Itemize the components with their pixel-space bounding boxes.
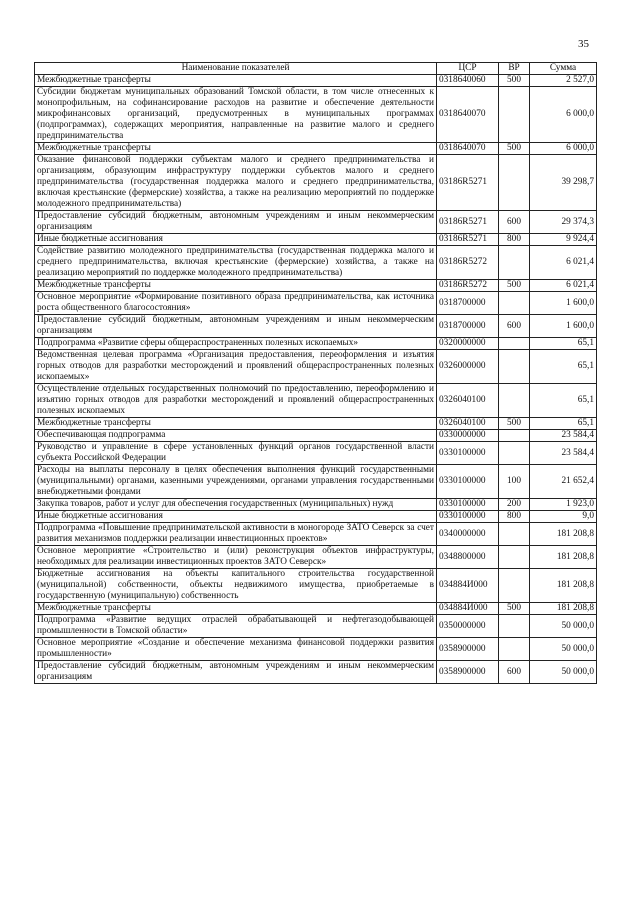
table-row — [35, 143, 597, 155]
row-sum: 65,1 — [530, 418, 597, 430]
row-sum: 9 924,4 — [530, 234, 597, 246]
row-name: Межбюджетные трансферты — [35, 418, 437, 430]
row-csr: 0330100000 — [437, 465, 499, 499]
table-row — [35, 661, 597, 684]
row-csr: 0330100000 — [437, 511, 499, 523]
row-sum: 181 208,8 — [530, 523, 597, 546]
row-csr: 03186R5271 — [437, 155, 499, 211]
row-csr: 03186R5272 — [437, 246, 499, 280]
row-vr — [499, 615, 530, 638]
row-vr — [499, 87, 530, 143]
row-vr: 500 — [499, 75, 530, 87]
row-vr: 800 — [499, 511, 530, 523]
row-vr — [499, 155, 530, 211]
row-csr: 0318640070 — [437, 87, 499, 143]
row-csr: 0326040100 — [437, 418, 499, 430]
row-vr — [499, 569, 530, 603]
table-row — [35, 499, 597, 511]
row-vr — [499, 430, 530, 442]
row-sum: 29 374,3 — [530, 211, 597, 234]
row-name: Иные бюджетные ассигнования — [35, 234, 437, 246]
table-row — [35, 615, 597, 638]
table-row — [35, 384, 597, 418]
header-vr: ВР — [499, 63, 530, 75]
row-sum: 6 021,4 — [530, 280, 597, 292]
row-vr: 500 — [499, 603, 530, 615]
row-csr: 0326040100 — [437, 384, 499, 418]
table-row — [35, 465, 597, 499]
row-name: Обеспечивающая подпрограмма — [35, 430, 437, 442]
row-csr: 0350000000 — [437, 615, 499, 638]
row-name: Бюджетные ассигнования на объекты капитального строительства государственной (муниципальной) собственности, объекты недвижимого имущества, приобретаемые в государственную (муниципальную) собственность — [35, 569, 437, 603]
row-vr: 200 — [499, 499, 530, 511]
row-sum: 65,1 — [530, 350, 597, 384]
row-csr: 0330100000 — [437, 442, 499, 465]
row-name: Оказание финансовой поддержки субъектам малого и среднего предпринимательства и организациям, образующим инфраструктуру поддержки субъектов малого и среднего предпринимательства (государственная поддержка малого и среднего предпринимательства, включая крестьянские (фермерские) хозяйства, а также на реализацию мероприятий по поддержке молодежного предпринимательства) — [35, 155, 437, 211]
row-csr: 034884И000 — [437, 569, 499, 603]
row-name: Субсидии бюджетам муниципальных образований Томской области, в том числе отнесенных к монопрофильным, на софинансирование расходов на развитие и обеспечение деятельности микрофинансовых организаций, предусмотренных в муниципальных программах (подпрограммах), содержащих мероприятия, направленные на развитие малого и среднего предпринимательства — [35, 87, 437, 143]
row-vr — [499, 350, 530, 384]
row-vr — [499, 442, 530, 465]
row-name: Закупка товаров, работ и услуг для обеспечения государственных (муниципальных) нужд — [35, 499, 437, 511]
table-row — [35, 211, 597, 234]
table-row — [35, 315, 597, 338]
row-vr — [499, 638, 530, 661]
row-csr: 0330100000 — [437, 499, 499, 511]
header-csr: ЦСР — [437, 63, 499, 75]
row-name: Предоставление субсидий бюджетным, автономным учреждениям и иным некоммерческим организациям — [35, 315, 437, 338]
row-sum: 65,1 — [530, 384, 597, 418]
row-sum: 23 584,4 — [530, 430, 597, 442]
table-row — [35, 418, 597, 430]
row-vr — [499, 292, 530, 315]
row-vr: 100 — [499, 465, 530, 499]
row-sum: 181 208,8 — [530, 603, 597, 615]
table-row — [35, 292, 597, 315]
row-sum: 65,1 — [530, 338, 597, 350]
row-sum: 50 000,0 — [530, 638, 597, 661]
row-name: Подпрограмма «Развитие сферы общераспространенных полезных ископаемых» — [35, 338, 437, 350]
row-name: Подпрограмма «Развитие ведущих отраслей обрабатывающей и нефтегазодобывающей промышленности в Томской области» — [35, 615, 437, 638]
row-csr: 03186R5271 — [437, 211, 499, 234]
row-name: Межбюджетные трансферты — [35, 143, 437, 155]
row-csr: 0358900000 — [437, 661, 499, 684]
table-row — [35, 442, 597, 465]
row-csr: 03186R5272 — [437, 280, 499, 292]
table-row — [35, 546, 597, 569]
row-name: Расходы на выплаты персоналу в целях обеспечения выполнения функций государственными (муниципальными) органами, казенными учреждениями, органами управления государственными внебюджетными фондами — [35, 465, 437, 499]
row-sum: 1 600,0 — [530, 292, 597, 315]
row-vr: 500 — [499, 280, 530, 292]
table-row — [35, 338, 597, 350]
row-sum: 23 584,4 — [530, 442, 597, 465]
table-row — [35, 511, 597, 523]
row-vr: 600 — [499, 211, 530, 234]
row-vr: 500 — [499, 418, 530, 430]
row-name: Межбюджетные трансферты — [35, 280, 437, 292]
row-sum: 1 600,0 — [530, 315, 597, 338]
row-vr — [499, 338, 530, 350]
row-csr: 0318700000 — [437, 315, 499, 338]
row-csr: 0320000000 — [437, 338, 499, 350]
table-row — [35, 75, 597, 87]
row-name: Подпрограмма «Повышение предпринимательской активности в моногороде ЗАТО Северск за счет развития механизмов поддержки реализации инвестиционных проектов» — [35, 523, 437, 546]
row-vr — [499, 546, 530, 569]
table-row — [35, 234, 597, 246]
row-csr: 0326000000 — [437, 350, 499, 384]
row-name: Руководство и управление в сфере установленных функций органов государственной власти субъекта Российской Федерации — [35, 442, 437, 465]
row-name: Предоставление субсидий бюджетным, автономным учреждениям и иным некоммерческим организациям — [35, 661, 437, 684]
row-sum: 181 208,8 — [530, 546, 597, 569]
row-vr: 600 — [499, 661, 530, 684]
row-sum: 50 000,0 — [530, 615, 597, 638]
page-number: 35 — [578, 38, 589, 50]
row-vr: 800 — [499, 234, 530, 246]
row-name: Ведомственная целевая программа «Организация предоставления, переоформления и изъятия горных отводов для разработки месторождений и проявлений общераспространенных полезных ископаемых» — [35, 350, 437, 384]
row-name: Содействие развитию молодежного предпринимательства (государственная поддержка малого и среднего предпринимательства, включая крестьянские (фермерские) хозяйства, а также на реализацию мероприятий по поддержке молодежного предпринимательства) — [35, 246, 437, 280]
table-body — [35, 75, 597, 684]
row-name: Межбюджетные трансферты — [35, 75, 437, 87]
table-row — [35, 603, 597, 615]
table-row — [35, 569, 597, 603]
row-csr: 0318700000 — [437, 292, 499, 315]
row-sum: 2 527,0 — [530, 75, 597, 87]
row-vr — [499, 384, 530, 418]
row-vr — [499, 523, 530, 546]
row-csr: 0330000000 — [437, 430, 499, 442]
row-sum: 39 298,7 — [530, 155, 597, 211]
row-vr: 500 — [499, 143, 530, 155]
table-row — [35, 155, 597, 211]
budget-table — [34, 62, 597, 684]
row-csr: 0318640070 — [437, 143, 499, 155]
row-sum: 6 021,4 — [530, 246, 597, 280]
row-sum: 181 208,8 — [530, 569, 597, 603]
table-row — [35, 350, 597, 384]
table-row — [35, 280, 597, 292]
row-sum: 9,0 — [530, 511, 597, 523]
header-sum: Сумма — [530, 63, 597, 75]
row-vr: 600 — [499, 315, 530, 338]
header-name: Наименование показателей — [35, 63, 437, 75]
table-row — [35, 430, 597, 442]
row-sum: 1 923,0 — [530, 499, 597, 511]
row-name: Основное мероприятие «Создание и обеспечение механизма финансовой поддержки развития промышленности» — [35, 638, 437, 661]
row-csr: 0358900000 — [437, 638, 499, 661]
table-row — [35, 638, 597, 661]
row-sum: 6 000,0 — [530, 87, 597, 143]
row-csr: 034884И000 — [437, 603, 499, 615]
row-csr: 03186R5271 — [437, 234, 499, 246]
row-vr — [499, 246, 530, 280]
row-sum: 21 652,4 — [530, 465, 597, 499]
table-header-row — [35, 63, 597, 75]
table-row — [35, 523, 597, 546]
row-name: Иные бюджетные ассигнования — [35, 511, 437, 523]
row-name: Межбюджетные трансферты — [35, 603, 437, 615]
table-row — [35, 87, 597, 143]
row-name: Основное мероприятие «Строительство и (или) реконструкция объектов инфраструктуры, необходимых для реализации инвестиционных проектов ЗАТО Северск» — [35, 546, 437, 569]
table-row — [35, 246, 597, 280]
row-sum: 6 000,0 — [530, 143, 597, 155]
row-name: Осуществление отдельных государственных полномочий по предоставлению, переоформлению и изъятию горных отводов для разработки месторождений и проявлений общераспространенных полезных ископаемых — [35, 384, 437, 418]
row-name: Основное мероприятие «Формирование позитивного образа предпринимательства, как источника роста общественного благосостояния» — [35, 292, 437, 315]
row-name: Предоставление субсидий бюджетным, автономным учреждениям и иным некоммерческим организациям — [35, 211, 437, 234]
row-csr: 0348800000 — [437, 546, 499, 569]
row-csr: 0318640060 — [437, 75, 499, 87]
row-csr: 0340000000 — [437, 523, 499, 546]
row-sum: 50 000,0 — [530, 661, 597, 684]
